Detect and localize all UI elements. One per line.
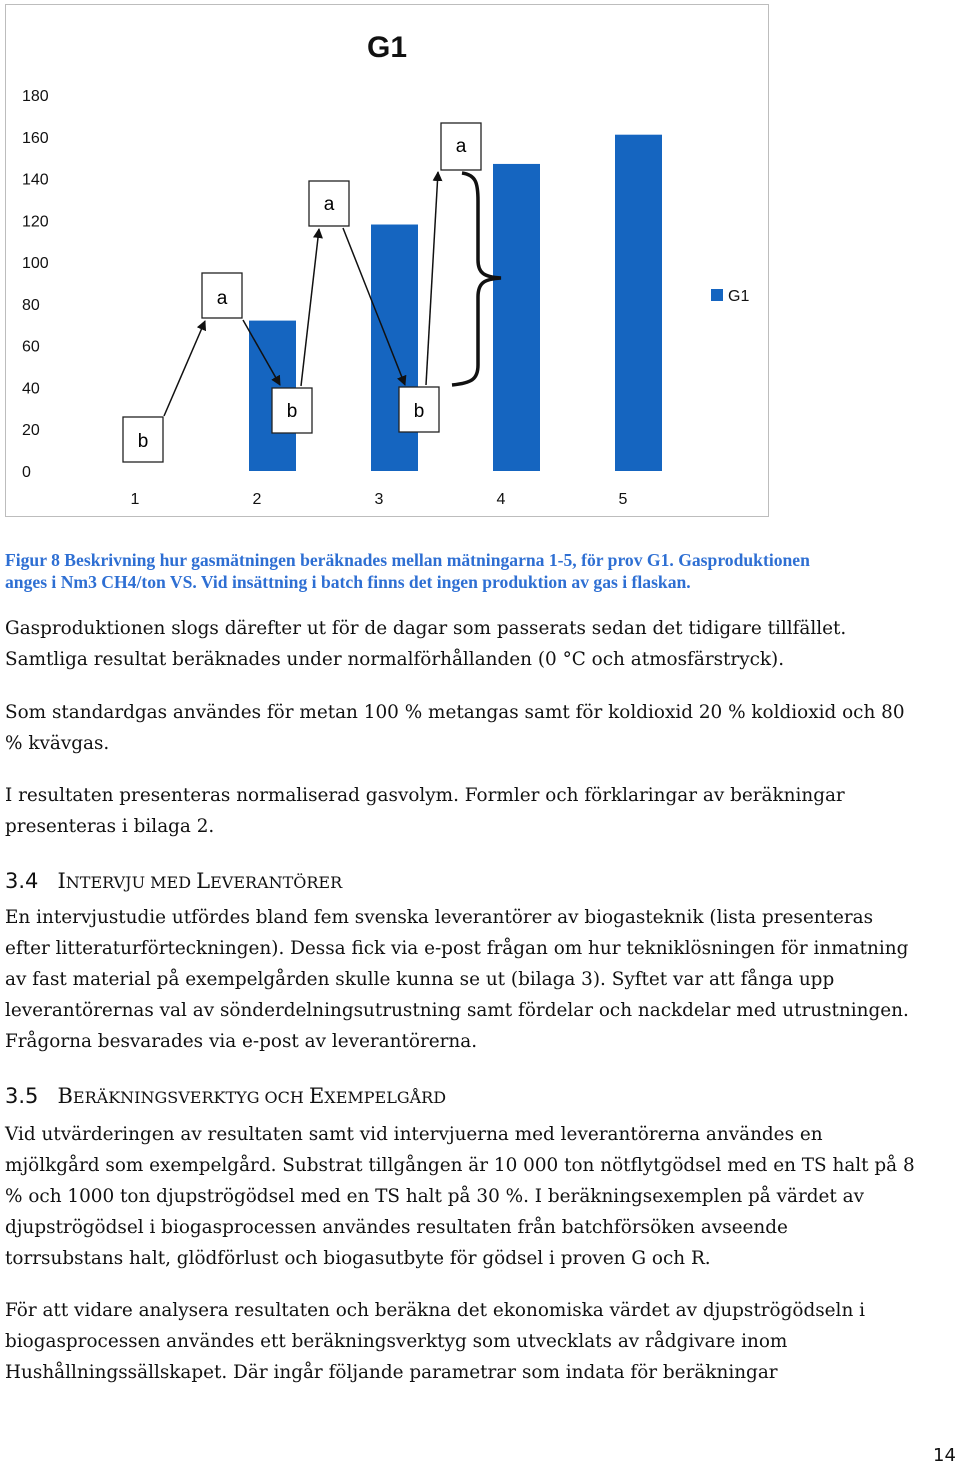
- y-tick-label: 120: [22, 213, 49, 231]
- chart-frame: [5, 4, 769, 517]
- caption-line: anges i Nm3 CH4/ton VS. Vid insättning i batch finns det ingen produktion av gas i flaskan.: [5, 572, 691, 592]
- x-tick-label: 4: [496, 491, 506, 508]
- text-line: torrsubstans halt, glödförlust och biogasutbyte för gödsel i proven G och R.: [5, 1248, 711, 1269]
- bar-chart: [6, 5, 770, 518]
- section-heading-3-5: [5, 1084, 446, 1108]
- section-number: 3.4: [5, 869, 39, 893]
- figure-caption: [5, 549, 945, 593]
- section-heading-3-4: [5, 869, 342, 893]
- text-line: Frågorna besvarades via e-post av leverantörerna.: [5, 1031, 478, 1052]
- section-title-part: I: [57, 869, 66, 893]
- text-line: presenteras i bilaga 2.: [5, 816, 215, 837]
- x-tick-label: 1: [130, 491, 140, 508]
- text-line: För att vidare analysera resultaten och beräkna det ekonomiska värdet av djupströgödseln i: [5, 1300, 866, 1321]
- chart-title: G1: [366, 31, 408, 64]
- y-tick-label: 100: [22, 255, 49, 273]
- y-tick-label: 160: [22, 129, 49, 147]
- bar: [371, 225, 418, 471]
- text-line: Hushållningssällskapet. Där ingår följande parametrar som indata för beräkningar: [5, 1362, 778, 1383]
- section-3-4-body: [5, 902, 955, 1057]
- text-line: av fast material på exempelgården skulle kunna se ut (bilaga 3). Syftet var att fånga upp: [5, 969, 835, 990]
- annotation-label-4: a: [323, 194, 335, 215]
- text-line: I resultaten presenteras normaliserad gasvolym. Formler och förklaringar av beräkningar: [5, 785, 845, 806]
- x-tick-label: 3: [374, 491, 384, 508]
- annotation-label-1: b: [137, 431, 149, 452]
- arrow-b1-to-a2: [164, 321, 205, 416]
- y-tick-label: 80: [22, 296, 40, 314]
- annotation-label-3: b: [286, 401, 298, 422]
- caption-line: Figur 8 Beskrivning hur gasmätningen beräknades mellan mätningarna 1-5, för prov G1. Gasproduktionen: [5, 550, 810, 570]
- paragraph-2: [5, 697, 955, 759]
- y-tick-label: 60: [22, 338, 40, 356]
- section-title-part: EVERANTÖRER: [210, 873, 343, 892]
- page-number: 14: [933, 1445, 956, 1466]
- legend-swatch: [711, 289, 723, 301]
- y-tick-label: 40: [22, 380, 40, 398]
- section-title-part: E: [308, 1084, 325, 1108]
- text-line: Gasproduktionen slogs därefter ut för de dagar som passerats sedan det tidigare tillfället.: [5, 618, 847, 639]
- paragraph-3: [5, 780, 955, 842]
- y-tick-label: 140: [22, 171, 49, 189]
- text-line: Samtliga resultat beräknades under normalförhållanden (0 °C och atmosfärstryck).: [5, 649, 785, 670]
- text-line: % och 1000 ton djupströgödsel med en TS halt på 30 %. I beräkningsexemplen på värdet av: [5, 1186, 865, 1207]
- arrow-b5-to-a6: [426, 172, 438, 385]
- section-title-part: B: [57, 1084, 73, 1108]
- section-number: 3.5: [5, 1084, 39, 1108]
- text-line: % kvävgas.: [5, 733, 110, 754]
- text-line: Som standardgas användes för metan 100 % metangas samt för koldioxid 20 % koldioxid och 80: [5, 702, 905, 723]
- section-3-5-body: [5, 1119, 955, 1274]
- annotation-label-2: a: [216, 288, 228, 309]
- section-title-part: XEMPELGÅRD: [324, 1088, 447, 1107]
- section-title-part: NTERVJU MED: [65, 873, 197, 892]
- y-tick-label: 180: [22, 88, 49, 105]
- legend-label: G1: [728, 288, 750, 305]
- section-3-5-body-2: [5, 1295, 955, 1388]
- text-line: Vid utvärderingen av resultaten samt vid intervjuerna med leverantörerna användes en: [5, 1124, 823, 1145]
- text-line: mjölkgård som exempelgård. Substrat tillgången är 10 000 ton nötflytgödsel med en TS halt på 8: [5, 1155, 915, 1176]
- paragraph-1: [5, 613, 955, 675]
- text-line: djupströgödsel i biogasprocessen användes resultaten från batchförsöken avseende: [5, 1217, 788, 1238]
- bar: [615, 135, 662, 471]
- annotation-label-5: b: [413, 401, 425, 422]
- arrow-b3-to-a4: [301, 229, 319, 386]
- bar: [493, 164, 540, 471]
- text-line: efter litteraturförteckningen). Dessa fick via e-post frågan om hur tekniklösningen för inmatning: [5, 938, 909, 959]
- section-title-part: L: [196, 869, 211, 893]
- annotation-label-6: a: [455, 136, 467, 157]
- y-tick-label: 20: [22, 422, 40, 440]
- section-title-part: ERÄKNINGSVERKTYG OCH: [72, 1088, 309, 1107]
- y-tick-label: 0: [22, 464, 31, 481]
- text-line: En intervjustudie utfördes bland fem svenska leverantörer av biogasteknik (lista presenteras: [5, 907, 874, 928]
- x-tick-label: 2: [252, 491, 262, 508]
- text-line: biogasprocessen användes ett beräkningsverktyg som utvecklats av rådgivare inom: [5, 1331, 788, 1352]
- x-tick-label: 5: [618, 491, 628, 508]
- text-line: leverantörernas val av sönderdelningsutrustning samt fördelar och nackdelar med utrustningen.: [5, 1000, 909, 1021]
